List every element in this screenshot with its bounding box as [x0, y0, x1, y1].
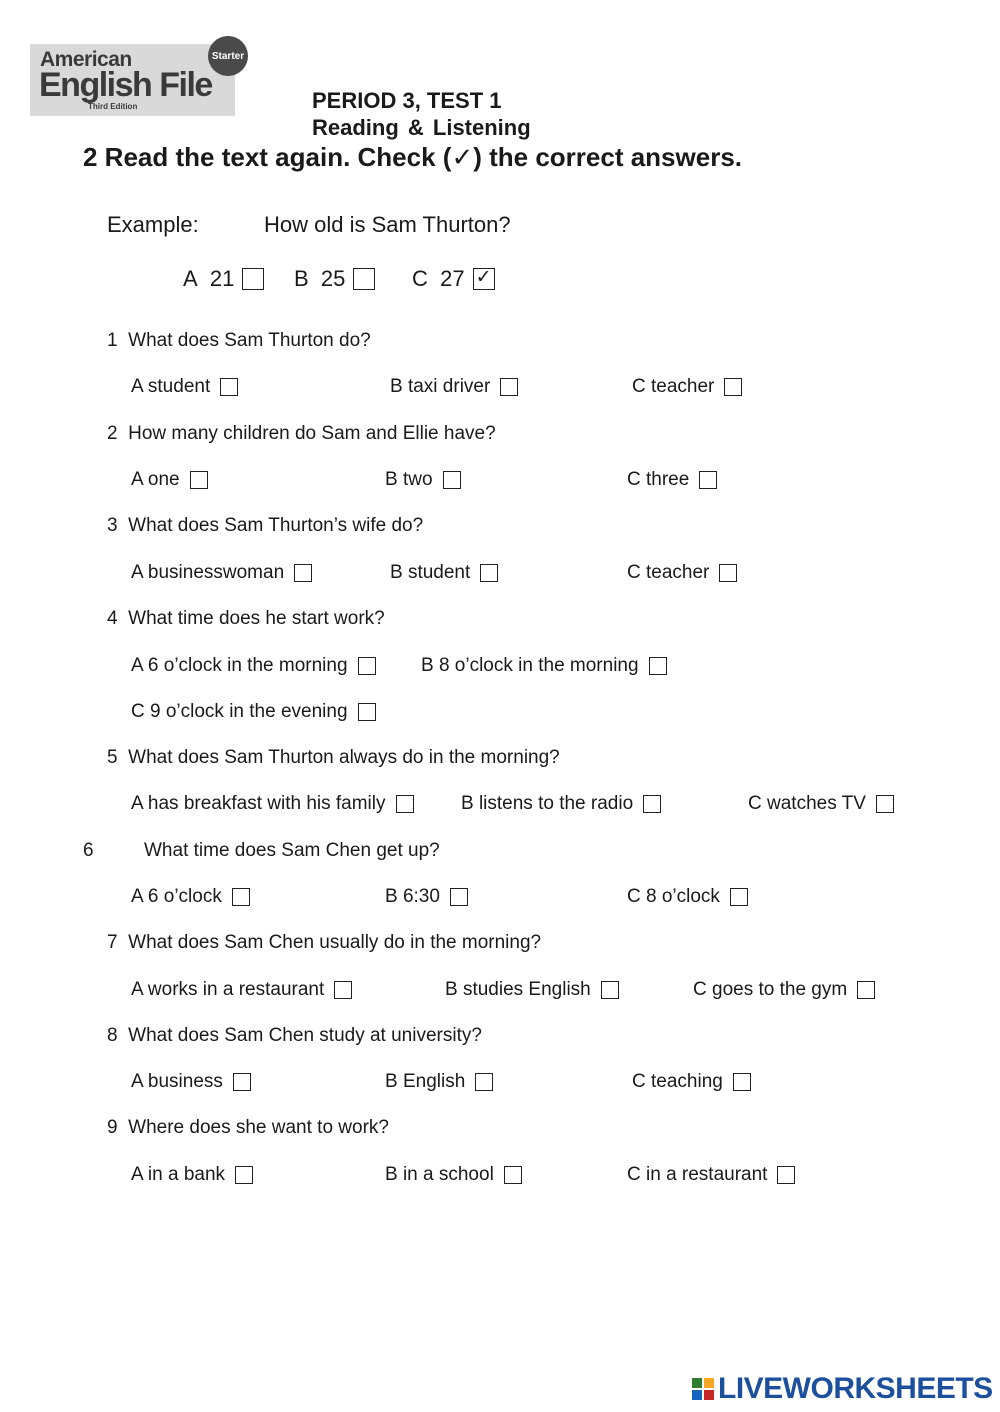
q2-option-a[interactable] — [131, 469, 208, 491]
question-7 — [107, 932, 541, 954]
q1-option-b[interactable] — [390, 376, 518, 398]
q3-option-b[interactable] — [390, 562, 498, 584]
q4-option-a[interactable] — [131, 655, 376, 677]
question-number: 7 — [107, 932, 118, 953]
question-number: 9 — [107, 1117, 118, 1138]
option-label: B taxi driver — [390, 376, 491, 397]
q2-checkbox-b[interactable] — [443, 471, 461, 489]
q4-option-b[interactable] — [421, 655, 667, 677]
q4-checkbox-b[interactable] — [649, 657, 667, 675]
q8-option-c[interactable] — [632, 1071, 751, 1093]
option-label: C watches TV — [748, 793, 866, 814]
q9-checkbox-c[interactable] — [777, 1166, 795, 1184]
q4-option-c[interactable] — [131, 701, 376, 723]
question-6-text: What time does Sam Chen get up? — [144, 840, 440, 861]
q3-checkbox-c[interactable] — [719, 564, 737, 582]
question-number: 4 — [107, 608, 118, 629]
question-2 — [107, 423, 496, 445]
example-label: Example: — [107, 212, 199, 237]
starter-badge: Starter — [208, 36, 248, 76]
question-4 — [107, 608, 385, 630]
question-text: What does Sam Thurton do? — [128, 330, 371, 351]
q7-checkbox-c[interactable] — [857, 981, 875, 999]
option-letter: A — [183, 266, 198, 291]
option-label: C 9 o’clock in the evening — [131, 701, 348, 722]
q7-checkbox-b[interactable] — [601, 981, 619, 999]
option-label: A businesswoman — [131, 562, 285, 583]
q1-option-c[interactable] — [632, 376, 742, 398]
q3-checkbox-a[interactable] — [294, 564, 312, 582]
q7-checkbox-a[interactable] — [334, 981, 352, 999]
question-number: 8 — [107, 1025, 118, 1046]
grid-square-3 — [692, 1390, 702, 1400]
question-number: 1 — [107, 330, 118, 351]
question-text: What does Sam Thurton’s wife do? — [128, 515, 424, 536]
option-text: 27 — [440, 266, 465, 291]
option-label: C goes to the gym — [693, 979, 848, 1000]
option-label: C teacher — [632, 376, 715, 397]
question-number: 2 — [107, 423, 118, 444]
q9-checkbox-b[interactable] — [504, 1166, 522, 1184]
liveworksheets-grid-icon — [692, 1378, 714, 1400]
question-number: 3 — [107, 515, 118, 536]
question-text: What does Sam Thurton always do in the morning? — [128, 747, 560, 768]
q7-option-b[interactable] — [445, 979, 619, 1001]
grid-square-2 — [704, 1378, 714, 1388]
option-text: 25 — [320, 266, 346, 291]
option-label: A student — [131, 376, 211, 397]
question-8 — [107, 1025, 482, 1047]
option-label: A 6 o’clock — [131, 886, 222, 907]
example-checkbox-c — [473, 268, 495, 290]
liveworksheets-logo — [692, 1372, 993, 1406]
q5-option-c[interactable] — [748, 793, 894, 815]
test-subtitle: Reading & Listening — [312, 115, 531, 140]
option-label: C 8 o’clock — [627, 886, 720, 907]
q8-checkbox-b[interactable] — [475, 1073, 493, 1091]
question-text: How many children do Sam and Ellie have? — [128, 423, 496, 444]
q2-checkbox-a[interactable] — [190, 471, 208, 489]
option-label: A in a bank — [131, 1164, 226, 1185]
option-label: B 6:30 — [385, 886, 440, 907]
option-label: A works in a restaurant — [131, 979, 325, 1000]
q1-checkbox-a[interactable] — [220, 378, 238, 396]
q3-option-a[interactable] — [131, 562, 312, 584]
q1-checkbox-b[interactable] — [500, 378, 518, 396]
option-letter: C — [412, 266, 428, 291]
option-label: A one — [131, 469, 180, 490]
q6-checkbox-c[interactable] — [730, 888, 748, 906]
q9-option-b[interactable] — [385, 1164, 522, 1186]
q8-option-a[interactable] — [131, 1071, 251, 1093]
option-label: B listens to the radio — [461, 793, 634, 814]
american-english-file-logo — [30, 44, 245, 116]
question-text: What time does he start work? — [128, 608, 385, 629]
q5-checkbox-b[interactable] — [643, 795, 661, 813]
q5-option-a[interactable] — [131, 793, 414, 815]
question-9 — [107, 1117, 389, 1139]
question-text: What does Sam Chen usually do in the morning? — [128, 932, 542, 953]
q9-checkbox-a[interactable] — [235, 1166, 253, 1184]
q6-option-b[interactable] — [385, 886, 468, 908]
example-option-b — [294, 266, 375, 292]
option-label: B English — [385, 1071, 466, 1092]
option-label: A 6 o’clock in the morning — [131, 655, 348, 676]
liveworksheets-brand: LIVEWORKSHEETS — [718, 1372, 993, 1405]
q5-checkbox-a[interactable] — [396, 795, 414, 813]
option-label: C in a restaurant — [627, 1164, 768, 1185]
q1-checkbox-c[interactable] — [724, 378, 742, 396]
option-text: 21 — [209, 266, 235, 291]
q7-option-a[interactable] — [131, 979, 352, 1001]
option-label: B in a school — [385, 1164, 494, 1185]
question-6-number: 6 — [83, 840, 94, 861]
grid-square-1 — [692, 1378, 702, 1388]
logo-line2: English File — [39, 66, 212, 104]
q8-checkbox-a[interactable] — [233, 1073, 251, 1091]
exercise-instruction: 2 Read the text again. Check (✓) the correct answers. — [83, 142, 743, 172]
question-1 — [107, 330, 371, 352]
example-question: How old is Sam Thurton? — [264, 212, 511, 237]
grid-square-4 — [704, 1390, 714, 1400]
option-label: B student — [390, 562, 471, 583]
q8-checkbox-c[interactable] — [733, 1073, 751, 1091]
q2-option-b[interactable] — [385, 469, 461, 491]
q6-checkbox-b[interactable] — [450, 888, 468, 906]
q7-option-c[interactable] — [693, 979, 875, 1001]
option-label: B 8 o’clock in the morning — [421, 655, 639, 676]
check-mark-icon: ✓ — [475, 267, 492, 288]
q9-option-a[interactable] — [131, 1164, 253, 1186]
option-letter: B — [294, 266, 309, 291]
q1-option-a[interactable] — [131, 376, 238, 398]
option-label: C teaching — [632, 1071, 723, 1092]
q9-option-c[interactable] — [627, 1164, 795, 1186]
q6-option-c[interactable] — [627, 886, 748, 908]
q5-checkbox-c[interactable] — [876, 795, 894, 813]
option-label: B studies English — [445, 979, 591, 1000]
option-label: C three — [627, 469, 690, 490]
logo-line1: American — [40, 48, 132, 71]
question-text: What does Sam Chen study at university? — [128, 1025, 482, 1046]
example-checkbox-a — [242, 268, 264, 290]
q2-option-c[interactable] — [627, 469, 717, 491]
logo-edition: Third Edition — [88, 102, 138, 111]
question-number: 5 — [107, 747, 118, 768]
test-period-title: PERIOD 3, TEST 1 — [312, 88, 502, 113]
q4-checkbox-a[interactable] — [358, 657, 376, 675]
option-label: A business — [131, 1071, 223, 1092]
q6-option-a[interactable] — [131, 886, 250, 908]
q5-option-b[interactable] — [461, 793, 661, 815]
q8-option-b[interactable] — [385, 1071, 493, 1093]
q6-checkbox-a[interactable] — [232, 888, 250, 906]
q2-checkbox-c[interactable] — [699, 471, 717, 489]
example-option-a — [183, 266, 264, 292]
example-checkbox-b — [353, 268, 375, 290]
question-3 — [107, 515, 423, 537]
q4-checkbox-c[interactable] — [358, 703, 376, 721]
question-text: Where does she want to work? — [128, 1117, 389, 1138]
option-label: B two — [385, 469, 433, 490]
q3-option-c[interactable] — [627, 562, 737, 584]
question-5 — [107, 747, 560, 769]
example-option-c — [412, 266, 495, 292]
option-label: A has breakfast with his family — [131, 793, 386, 814]
option-label: C teacher — [627, 562, 710, 583]
q3-checkbox-b[interactable] — [480, 564, 498, 582]
